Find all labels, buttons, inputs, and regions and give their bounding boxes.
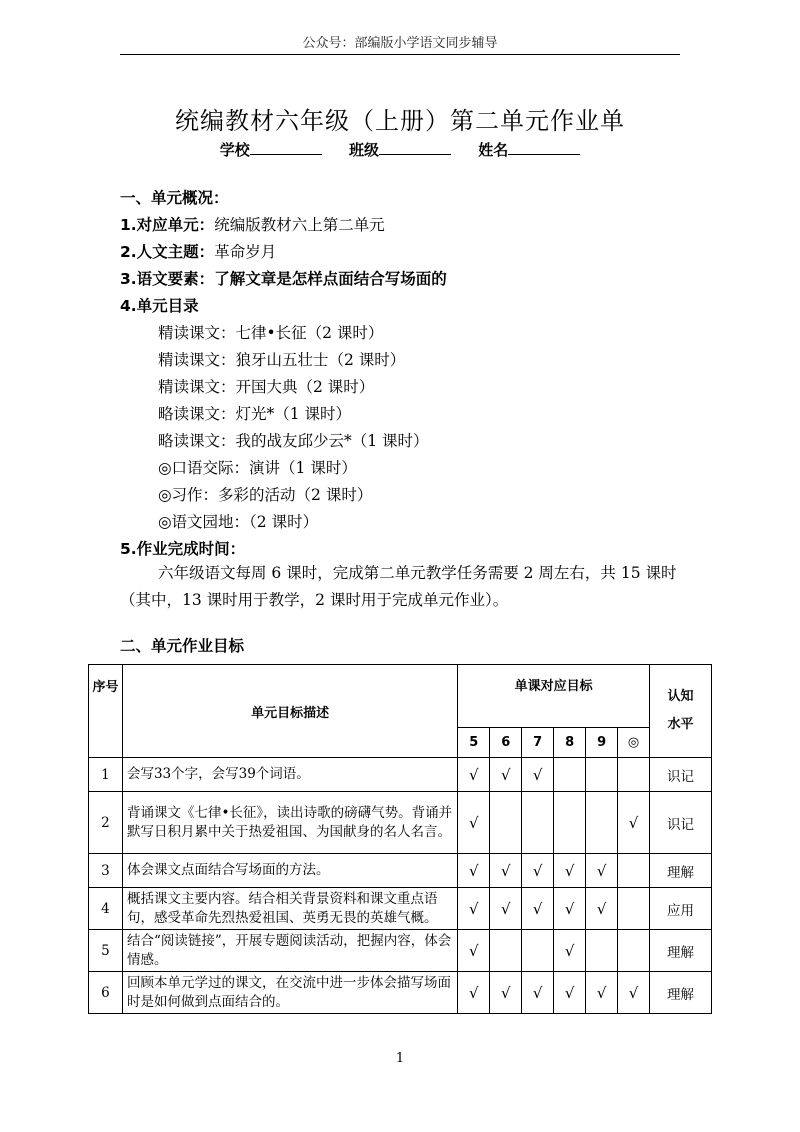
row-mark: [554, 758, 586, 792]
catalog-item: 略读课文：灯光*（1 课时）: [158, 405, 352, 423]
row-mark: √: [458, 888, 490, 930]
lesson-col-5: 5: [458, 728, 490, 758]
row-mark: [618, 854, 650, 888]
row-mark: √: [586, 854, 618, 888]
catalog-item: 精读课文：七律•长征（2 课时）: [158, 324, 384, 342]
class-blank: [379, 140, 451, 155]
row-desc: 结合“阅读链接”，开展专题阅读活动，把握内容，体会情感。: [122, 930, 457, 972]
row-mark: √: [458, 792, 490, 854]
row-desc: 回顾本单元学过的课文，在交流中进一步体会描写场面时是如何做到点面结合的。: [122, 972, 457, 1014]
name-blank: [508, 140, 580, 155]
table-row: [89, 972, 712, 1014]
row-mark: √: [522, 888, 554, 930]
row-level: 应用: [650, 888, 712, 930]
row-mark: √: [490, 888, 522, 930]
row-mark: √: [522, 972, 554, 1014]
header-lessons: 单课对应目标: [458, 665, 650, 728]
row-mark: [586, 758, 618, 792]
row-level: 识记: [650, 792, 712, 854]
catalog-heading: 4.单元目录: [120, 297, 199, 315]
row-level: 识记: [650, 758, 712, 792]
time-heading: 5.作业完成时间：: [120, 540, 246, 558]
unit-item: [120, 213, 385, 235]
row-mark: √: [458, 758, 490, 792]
table-row: [89, 854, 712, 888]
table-row: [89, 758, 712, 792]
row-level: 理解: [650, 972, 712, 1014]
row-mark: √: [490, 972, 522, 1014]
table-row: [89, 930, 712, 972]
row-desc: 概括课文主要内容。结合相关背景资料和课文重点语句，感受革命先烈热爱祖国、英勇无畏的英雄气概。: [122, 888, 457, 930]
row-no: 1: [89, 758, 123, 792]
section2-heading: 二、单元作业目标: [120, 637, 245, 655]
school-label: 学校: [219, 141, 250, 159]
name-label: 姓名: [478, 141, 509, 159]
row-mark: [490, 792, 522, 854]
document-title: 统编教材六年级（上册）第二单元作业单: [175, 107, 625, 135]
catalog-item: 精读课文：开国大典（2 课时）: [158, 378, 375, 396]
element-item-label: 3.语文要素：: [120, 270, 215, 288]
catalog-item: ◎习作：多彩的活动（2 课时）: [158, 486, 373, 504]
element-item-value: 了解文章是怎样点面结合写场面的: [214, 270, 447, 288]
row-mark: √: [554, 854, 586, 888]
catalog-item: 略读课文：我的战友邱少云*（1 课时）: [158, 432, 429, 450]
catalog-item: ◎语文园地：（2 课时）: [158, 513, 319, 531]
row-mark: √: [490, 854, 522, 888]
student-info-fields: [0, 139, 800, 160]
lesson-col-7: 7: [522, 728, 554, 758]
page-header: 公众号：部编版小学语文同步辅导: [302, 36, 498, 51]
row-desc: 背诵课文《七律•长征》，读出诗歌的磅礴气势。背诵并默写日积月累中关于热爱祖国、为国献身的名人名言。: [122, 792, 457, 854]
row-mark: [490, 930, 522, 972]
row-no: 5: [89, 930, 123, 972]
unit-item-value: 统编版教材六上第二单元: [214, 216, 385, 234]
row-mark: √: [458, 972, 490, 1014]
section1-heading: 一、单元概况：: [120, 189, 229, 207]
header-desc: 单元目标描述: [122, 665, 457, 758]
row-mark: [586, 930, 618, 972]
row-mark: √: [522, 854, 554, 888]
school-blank: [250, 140, 322, 155]
row-mark: √: [458, 930, 490, 972]
unit-item-label: 1.对应单元：: [120, 216, 215, 234]
row-mark: √: [618, 972, 650, 1014]
row-mark: [522, 792, 554, 854]
page-number: 1: [395, 1051, 405, 1066]
catalog-item: 精读课文：狼牙山五壮士（2 课时）: [158, 351, 406, 369]
row-mark: √: [458, 854, 490, 888]
lesson-col-6: 6: [490, 728, 522, 758]
row-level: 理解: [650, 854, 712, 888]
row-mark: √: [554, 972, 586, 1014]
goals-table: [88, 664, 712, 1014]
theme-item: [120, 240, 276, 262]
row-desc: 体会课文点面结合写场面的方法。: [122, 854, 457, 888]
row-level: 理解: [650, 930, 712, 972]
table-row: [89, 792, 712, 854]
row-mark: √: [586, 972, 618, 1014]
row-no: 4: [89, 888, 123, 930]
theme-item-value: 革命岁月: [214, 243, 277, 261]
table-row: [89, 888, 712, 930]
row-no: 3: [89, 854, 123, 888]
row-mark: [522, 930, 554, 972]
header-divider: [120, 54, 680, 55]
row-mark: [618, 930, 650, 972]
header-no: 序号: [89, 665, 123, 758]
catalog-item: ◎口语交际：演讲（1 课时）: [158, 459, 357, 477]
row-mark: √: [490, 758, 522, 792]
row-mark: √: [618, 792, 650, 854]
row-mark: √: [586, 888, 618, 930]
row-mark: [554, 792, 586, 854]
row-no: 6: [89, 972, 123, 1014]
lesson-col-9: 9: [586, 728, 618, 758]
time-paragraph: 六年级语文每周 6 课时，完成第二单元教学任务需要 2 周左右，共 15 课时（其中，13 课时用于教学，2 课时用于完成单元作业）。: [120, 564, 677, 609]
row-mark: [618, 758, 650, 792]
theme-item-label: 2.人文主题：: [120, 243, 215, 261]
lesson-col-8: 8: [554, 728, 586, 758]
row-mark: [618, 888, 650, 930]
header-level: 认知水平: [650, 665, 712, 758]
element-item: [120, 267, 447, 289]
row-mark: √: [554, 888, 586, 930]
lesson-col-extra: ◎: [618, 728, 650, 758]
row-mark: √: [522, 758, 554, 792]
row-no: 2: [89, 792, 123, 854]
row-mark: √: [554, 930, 586, 972]
row-mark: [586, 792, 618, 854]
class-label: 班级: [348, 141, 379, 159]
row-desc: 会写33个字，会写39个词语。: [122, 758, 457, 792]
